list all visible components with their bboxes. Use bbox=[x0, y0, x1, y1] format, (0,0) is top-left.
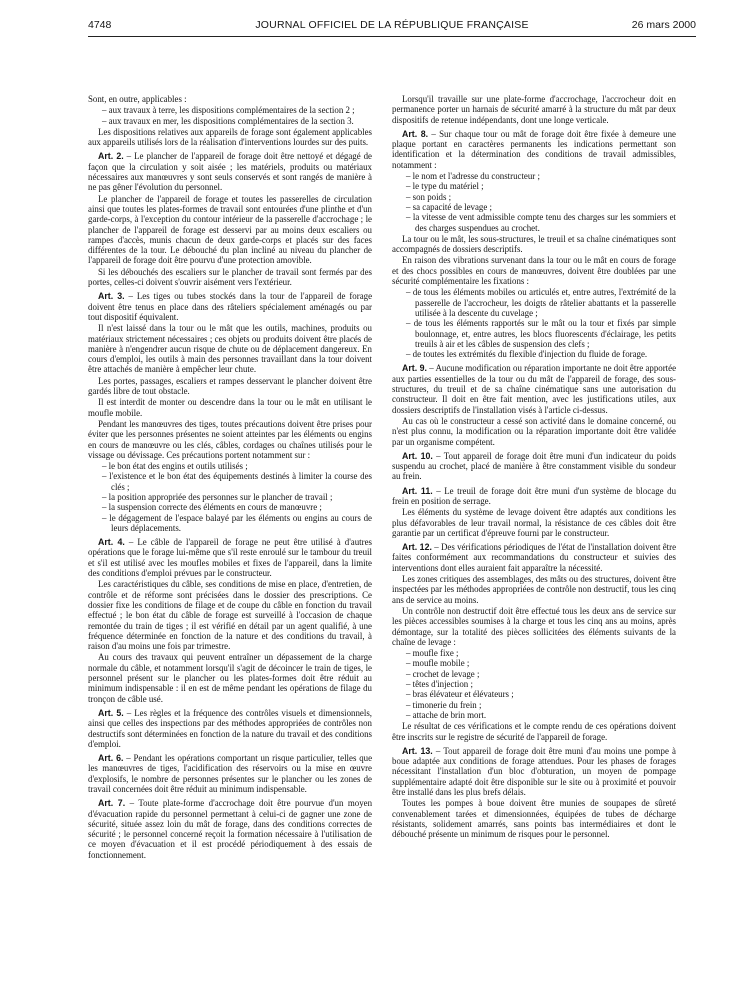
list-item: – la position appropriée des personnes sur le plancher de travail ; bbox=[88, 492, 372, 502]
paragraph-text: Au cours des travaux qui peuvent entraîner un dépassement de la charge normale du câble, et notamment lorsqu'il s'agit de décoincer le train de tiges, le personnel présent sur le plancher ou les plates-formes doit être réduit au minimum indispensable : il en est de même pendant les opérations de filage du tronçon de câble usé. bbox=[88, 652, 372, 704]
paragraph-text: Le plancher de l'appareil de forage et toutes les passerelles de circulation ainsi que toutes les plates-formes de travail sont entourées d'une plinthe et d'un garde-corps, à l'exception du contour intérieur de la passerelle d'accrochage ; le plancher de l'appareil de forage est desservi par au moins deux escaliers ou rampes d'accès, munis chacun de deux garde-corps et placés sur des faces différentes de la tour. Le débouché du plan incliné au niveau du plancher de l'appareil de forage doit être pourvu d'une protection amovible. bbox=[88, 193, 372, 266]
article-label: Art. 9. bbox=[402, 363, 427, 374]
article-label: Art. 6. bbox=[98, 753, 124, 764]
article-dash: – bbox=[123, 151, 135, 162]
paragraph-text: Pendant les manœuvres des tiges, toutes précautions doivent être prises pour éviter que les personnes présentes ne soient atteintes par les éléments ou engins en cours de manœuvre ou les clés, câbles, cordages ou chaînes utilisés pour le vissage ou dévissage. Ces précautions portent notamment sur : bbox=[88, 418, 372, 460]
paragraph-text: Le plancher de l'appareil de forage doit être nettoyé et dégagé de façon que la circulation y soit aisée ; les matériels, produits ou matériaux nécessaires aux manœuvres y sont seuls conservés et sont rangés de manière à ne pas gêner l'évolution du personnel. bbox=[88, 151, 373, 193]
article-label: Art. 8. bbox=[402, 128, 429, 139]
article-paragraph bbox=[392, 486, 676, 507]
paragraph-text: Les caractéristiques du câble, ses conditions de mise en place, d'entretien, de contrôle et de réforme sont précisées dans le dossier des prescriptions. Ce dossier fixe les conditions de filage et de coupe du câble en fonction du travail effectué ; le bon état du câble de forage est surveillé à l'occasion de chaque remontée du train de tiges ; il est vérifié en détail par un agent qualifié, à une fréquence déterminée en fonction de la nature et des conditions du travail, à raison d'au moins une fois par trimestre. bbox=[88, 579, 372, 652]
list-item: – le dégagement de l'espace balayé par les éléments ou engins au cours de leurs déplacements. bbox=[88, 513, 372, 534]
article-dash: – bbox=[123, 707, 135, 718]
article-dash: – bbox=[124, 537, 138, 548]
article-dash: – bbox=[432, 450, 444, 461]
paragraph-text: Toutes les pompes à boue doivent être munies de soupapes de sûreté convenablement tarées et dimensionnées, équipées de tubes de décharge résistants, solidement amarrés, sans points bas intermédiaires et dont le débouché présente un minimum de risques pour le personnel. bbox=[392, 798, 676, 840]
paragraph-text: Tout appareil de forage doit être muni d'un indicateur du poids suspendu au crochet, placé de manière à être constamment visible du sondeur au frein. bbox=[392, 450, 676, 482]
list-item: – de tous les éléments mobiles ou articulés et, entre autres, l'extrémité de la passerelle de l'accrocheur, les doigts de râtelier abattants et la passerelle utilisée à la descente du cuvelage ; bbox=[392, 287, 676, 318]
paragraph bbox=[88, 323, 372, 374]
paragraph-text: La tour ou le mât, les sous-structures, le treuil et sa chaîne cinématiques sont accompagnés de dossiers descriptifs. bbox=[392, 233, 676, 255]
list-item: – l'existence et le bon état des équipements destinés à limiter la course des clés ; bbox=[88, 471, 372, 492]
paragraph bbox=[392, 574, 676, 605]
article-dash: – bbox=[427, 363, 436, 374]
article-dash: – bbox=[124, 291, 137, 302]
article-label: Art. 13. bbox=[402, 745, 433, 756]
list-item: – le nom et l'adresse du constructeur ; bbox=[392, 171, 676, 181]
paragraph bbox=[392, 416, 676, 447]
paragraph-text: Sur chaque tour ou mât de forage doit être fixée à demeure une plaque portant en caractères permanents les indications permettant son identification et la détermination des conditions de travail admissibles, notamment : bbox=[392, 128, 676, 170]
article-dash: – bbox=[428, 128, 440, 139]
list-item: – timonerie du frein ; bbox=[392, 700, 676, 710]
article-label: Art. 2. bbox=[98, 151, 124, 162]
paragraph bbox=[88, 579, 372, 651]
paragraph-text: Si les débouchés des escaliers sur le plancher de travail sont fermés par des portes, celles-ci doivent s'ouvrir aisément vers l'extérieur. bbox=[88, 266, 372, 288]
list-item: – moufle fixe ; bbox=[392, 648, 676, 658]
paragraph bbox=[392, 255, 676, 286]
list-item: – attache de brin mort. bbox=[392, 710, 676, 720]
list-item: – aux travaux en mer, les dispositions complémentaires de la section 3. bbox=[88, 116, 372, 126]
article-dash: – bbox=[125, 798, 139, 809]
paragraph bbox=[88, 267, 372, 288]
paragraph bbox=[88, 652, 372, 703]
paragraph-text: Les dispositions relatives aux appareils de forage sont également applicables aux appareils utilisés lors de la réalisation d'interventions lourdes sur des puits. bbox=[88, 126, 372, 148]
paragraph-text: Il est interdit de monter ou descendre dans la tour ou le mât en utilisant le moufle mobile. bbox=[88, 397, 372, 418]
article-paragraph bbox=[392, 363, 676, 414]
paragraph-text: Des vérifications périodiques de l'état de l'installation doivent être faites conformément aux recommandations du constructeur et suivies des interventions dont elles auraient fait apparaître la nécessité. bbox=[392, 542, 677, 573]
paragraph bbox=[88, 94, 372, 104]
list-item: – de tous les éléments rapportés sur le mât ou la tour et fixés par simple boulonnage, et, entre autres, les blocs fluorescents d'éclairage, les petits treuils à air et les câbles de suspension des clefs ; bbox=[392, 318, 676, 349]
list-item: – têtes d'injection ; bbox=[392, 679, 676, 689]
article-label: Art. 7. bbox=[98, 798, 126, 809]
paragraph bbox=[88, 376, 372, 397]
article-label: Art. 11. bbox=[402, 485, 433, 496]
paragraph bbox=[392, 721, 676, 742]
paragraph-text: Le treuil de forage doit être muni d'un système de blocage du frein en position de serrage. bbox=[392, 485, 677, 506]
paragraph-text: Les éléments du système de levage doivent être adaptés aux conditions les plus défavorables de leur travail normal, la résistance de ces câbles doit être garantie par un certificat d'épreuve fourni par le constructeur. bbox=[392, 507, 676, 538]
paragraph-text: Les tiges ou tubes stockés dans la tour de l'appareil de forage doivent être tenus en place dans des râteliers spécialement aménagés ou par tout dispositif équivalent. bbox=[88, 291, 373, 322]
list-item: – crochet de levage ; bbox=[392, 669, 676, 679]
paragraph-text: Les portes, passages, escaliers et rampes desservant le plancher doivent être gardés libre de tout obstacle. bbox=[88, 375, 372, 397]
paragraph-text: Tout appareil de forage doit être muni d'au moins une pompe à boue adaptée aux conditions de forage attendues. Pour les phases de forages nécessitant l'installation d'un bloc d'obturation, un moyen de pompage supplémentaire adapté doit être disponible sur le site ou à proximité et pouvoir être installé dans les plus brefs délais. bbox=[392, 745, 676, 797]
paragraph-text: Sont, en outre, applicables : bbox=[88, 94, 187, 104]
list-item: – le bon état des engins et outils utilisés ; bbox=[88, 461, 372, 471]
paragraph-text: Toute plate-forme d'accrochage doit être pourvue d'un moyen d'évacuation rapide du personnel permettant à celui-ci de gagner une zone de sécurité, située assez loin du mât de forage, dans des conditions correctes de sécurité ; le personnel concerné reçoit la formation nécessaire à l'utilisation de ce moyen d'évacuation et il est procédé périodiquement à des essais de fonctionnement. bbox=[88, 798, 373, 860]
paragraph-text: Pendant les opérations comportant un risque particulier, telles que les manœuvres de tiges, l'acidification des réservoirs ou la mise en œuvre d'explosifs, le nombre de personnes présentes sur le plancher ou les zones de travail concernées doit être réduit au minimum indispensable. bbox=[88, 753, 373, 794]
article-paragraph bbox=[88, 291, 372, 322]
dash-list bbox=[392, 648, 676, 720]
paragraph-text: Au cas où le constructeur a cessé son activité dans le domaine concerné, ou n'est plus connu, la modification ou la réparation importante doit être validée par un organisme compétent. bbox=[392, 415, 676, 447]
page-header bbox=[88, 18, 696, 37]
page-number: 4748 bbox=[88, 19, 112, 31]
article-label: Art. 3. bbox=[98, 291, 125, 302]
list-item: – moufle mobile ; bbox=[392, 658, 676, 668]
paragraph bbox=[392, 606, 676, 647]
article-label: Art. 5. bbox=[98, 707, 124, 718]
dash-list bbox=[392, 171, 676, 233]
list-item: – sa capacité de levage ; bbox=[392, 202, 676, 212]
list-item: – aux travaux à terre, les dispositions complémentaires de la section 2 ; bbox=[88, 105, 372, 115]
paragraph-text: Le résultat de ces vérifications et le compte rendu de ces opérations doivent être inscrits sur le registre de sécurité de l'appareil de forage. bbox=[392, 721, 676, 742]
article-paragraph bbox=[392, 451, 676, 482]
list-item: – bras élévateur et élévateurs ; bbox=[392, 689, 676, 699]
paragraph bbox=[392, 94, 676, 125]
article-paragraph bbox=[88, 708, 372, 749]
paragraph bbox=[88, 127, 372, 148]
article-dash: – bbox=[432, 745, 444, 756]
paragraph-text: Aucune modification ou réparation importante ne doit être apportée aux parties essentielles de la tour ou du mât de l'appareil de forage, des sous-structures, du treuil et de sa chaîne cinématique sans une autorisation du constructeur. Il doit en être fait mention, avec les justifications utiles, aux dossiers descriptifs de l'installation visés à l'article ci-dessus. bbox=[392, 363, 677, 415]
article-dash: – bbox=[123, 753, 134, 764]
list-item: – le type du matériel ; bbox=[392, 181, 676, 191]
left-column bbox=[88, 94, 372, 861]
article-paragraph bbox=[392, 746, 676, 797]
paragraph-text: Lorsqu'il travaille sur une plate-forme d'accrochage, l'accrocheur doit en permanence porter un harnais de sécurité amarré à la structure du mât par deux dispositifs de retenue indépendants, dont une longe verticale. bbox=[392, 94, 676, 125]
paragraph-text: En raison des vibrations survenant dans la tour ou le mât en cours de forage et des chocs possibles en cours de manœuvres, doivent être doublées par une sécurité complémentaire les fixations : bbox=[392, 255, 676, 287]
article-dash: – bbox=[432, 485, 445, 496]
paragraph-text: Il n'est laissé dans la tour ou le mât que les outils, machines, produits ou matériaux strictement nécessaires ; ces objets ou produits doivent être placés de manière à n'engendrer aucun risque de chute ou de déplacement dangereux. En cours d'emploi, les outils à main des personnes travaillant dans la tour doivent être attachés de manière à empêcher leur chute. bbox=[88, 323, 372, 375]
dash-list bbox=[392, 287, 676, 359]
list-item: – de toutes les extrémités du flexible d'injection du fluide de forage. bbox=[392, 349, 676, 359]
dash-list bbox=[88, 461, 372, 533]
article-paragraph bbox=[88, 537, 372, 578]
right-column bbox=[392, 94, 676, 840]
article-paragraph bbox=[88, 753, 372, 794]
paragraph bbox=[392, 234, 676, 255]
paragraph-text: Le câble de l'appareil de forage ne peut être utilisé à d'autres opérations que le forage lui-même que s'il reste enroulé sur le tambour du treuil et s'il est utilisé avec les moufles mobiles et fixes de l'appareil, dans la limite des conditions d'emploi prévues par le constructeur. bbox=[88, 537, 372, 579]
article-paragraph bbox=[392, 129, 676, 170]
issue-date: 26 mars 2000 bbox=[631, 19, 696, 31]
article-paragraph bbox=[392, 542, 676, 573]
paragraph bbox=[392, 798, 676, 839]
paragraph bbox=[88, 194, 372, 266]
article-label: Art. 12. bbox=[402, 542, 432, 553]
article-paragraph bbox=[88, 151, 372, 192]
journal-title: JOURNAL OFFICIEL DE LA RÉPUBLIQUE FRANÇAISE bbox=[255, 19, 529, 31]
dash-list bbox=[88, 105, 372, 126]
paragraph-text: Un contrôle non destructif doit être effectué tous les deux ans de service sur les pièces accessibles soumises à la charge et tous les cinq ans au moins, après démontage, sur la totalité des pièces sollicitées des éléments suivants de la chaîne de levage : bbox=[392, 605, 676, 647]
paragraph bbox=[88, 397, 372, 418]
paragraph bbox=[88, 419, 372, 460]
paragraph bbox=[392, 507, 676, 538]
list-item: – son poids ; bbox=[392, 192, 676, 202]
paragraph-text: Les zones critiques des assemblages, des mâts ou des structures, doivent être inspectées par les méthodes appropriées de contrôle non destructif, tous les cinq ans de service au moins. bbox=[392, 574, 676, 605]
article-paragraph bbox=[88, 798, 372, 860]
list-item: – la suspension correcte des éléments en cours de manœuvre ; bbox=[88, 502, 372, 512]
article-label: Art. 10. bbox=[402, 450, 433, 461]
article-label: Art. 4. bbox=[98, 537, 125, 548]
article-dash: – bbox=[431, 542, 441, 553]
paragraph-text: Les règles et la fréquence des contrôles visuels et dimensionnels, ainsi que celles des inspections par des méthodes appropriées de contrôles non destructifs sont déterminées en fonction de la nature du travail et des conditions d'emploi. bbox=[88, 707, 373, 749]
list-item: – la vitesse de vent admissible compte tenu des charges sur les sommiers et des charges suspendues au crochet. bbox=[392, 212, 676, 233]
